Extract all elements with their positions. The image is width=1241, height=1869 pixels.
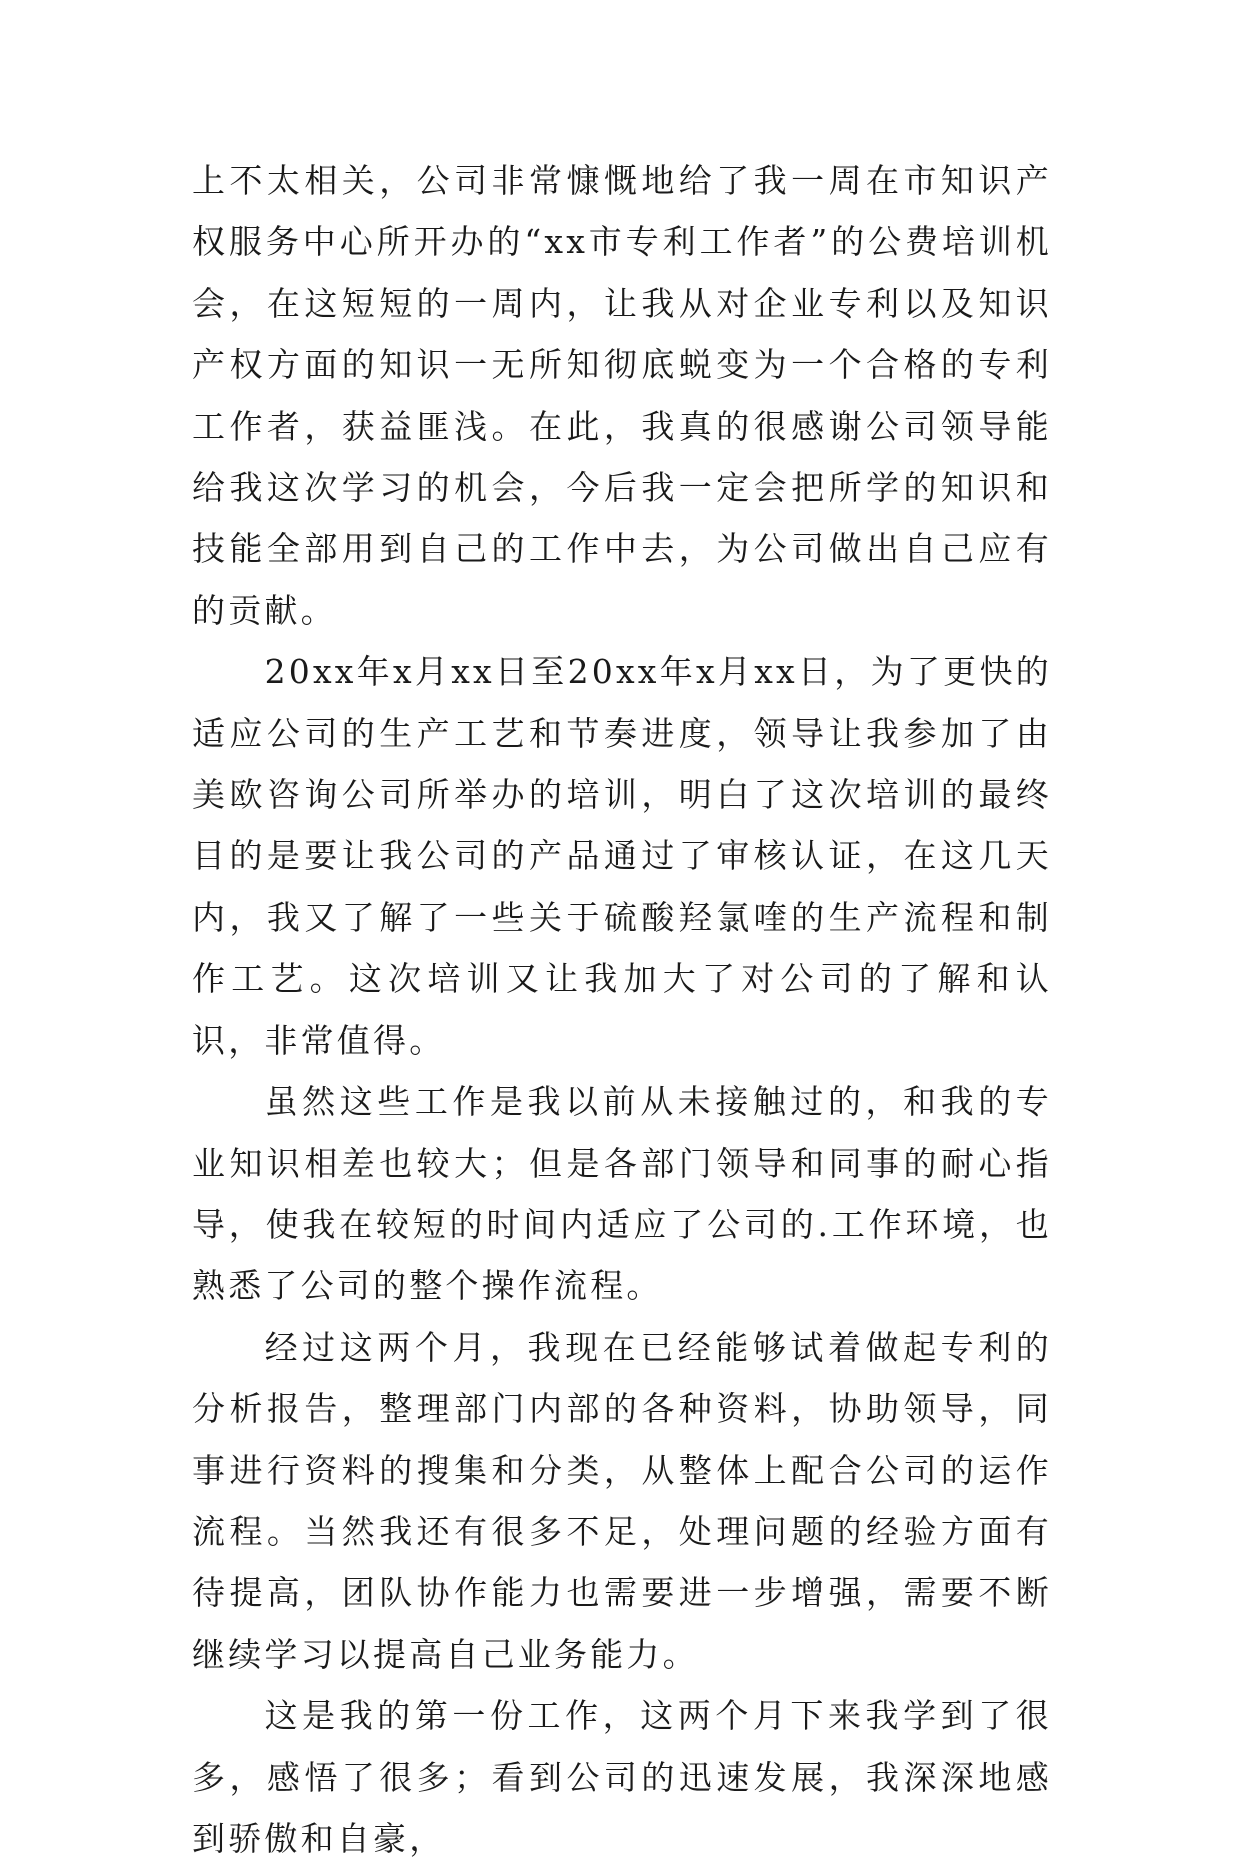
paragraph-continued: 上不太相关，公司非常慷慨地给了我一周在市知识产权服务中心所开办的“xx市专利工作者”的公费培训机会，在这短短的一周内，让我从对企业专利以及知识产权方面的知识一无所知彻底蜕变为一个合格的专利工作者，获益匪浅。在此，我真的很感谢公司领导能给我这次学习的机会，今后我一定会把所学的知识和技能全部用到自己的工作中去，为公司做出自己应有的贡献。 [192,161,1052,630]
paragraph-reflection: 这是我的第一份工作，这两个月下来我学到了很多，感悟了很多；看到公司的迅速发展，我深深地感到骄傲和自豪， [192,1696,1052,1858]
document-body [192,150,1052,1869]
paragraph-training: 20xx年x月xx日至20xx年x月xx日，为了更快的适应公司的生产工艺和节奏进度，领导让我参加了由美欧咨询公司所举办的培训，明白了这次培训的最终目的是要让我公司的产品通过了审核认证，在这几天内，我又了解了一些关于硫酸羟氯喹的生产流程和制作工艺。这次培训又让我加大了对公司的了解和认识，非常值得。 [192,652,1052,1060]
paragraph-progress: 经过这两个月，我现在已经能够试着做起专利的分析报告，整理部门内部的各种资料，协助领导，同事进行资料的搜集和分类，从整体上配合公司的运作流程。当然我还有很多不足，处理问题的经验方面有待提高，团队协作能力也需要进一步增强，需要不断继续学习以提高自己业务能力。 [192,1327,1052,1674]
paragraph-adaptation: 虽然这些工作是我以前从未接触过的，和我的专业知识相差也较大；但是各部门领导和同事的耐心指导，使我在较短的时间内适应了公司的.工作环境，也熟悉了公司的整个操作流程。 [192,1082,1052,1306]
